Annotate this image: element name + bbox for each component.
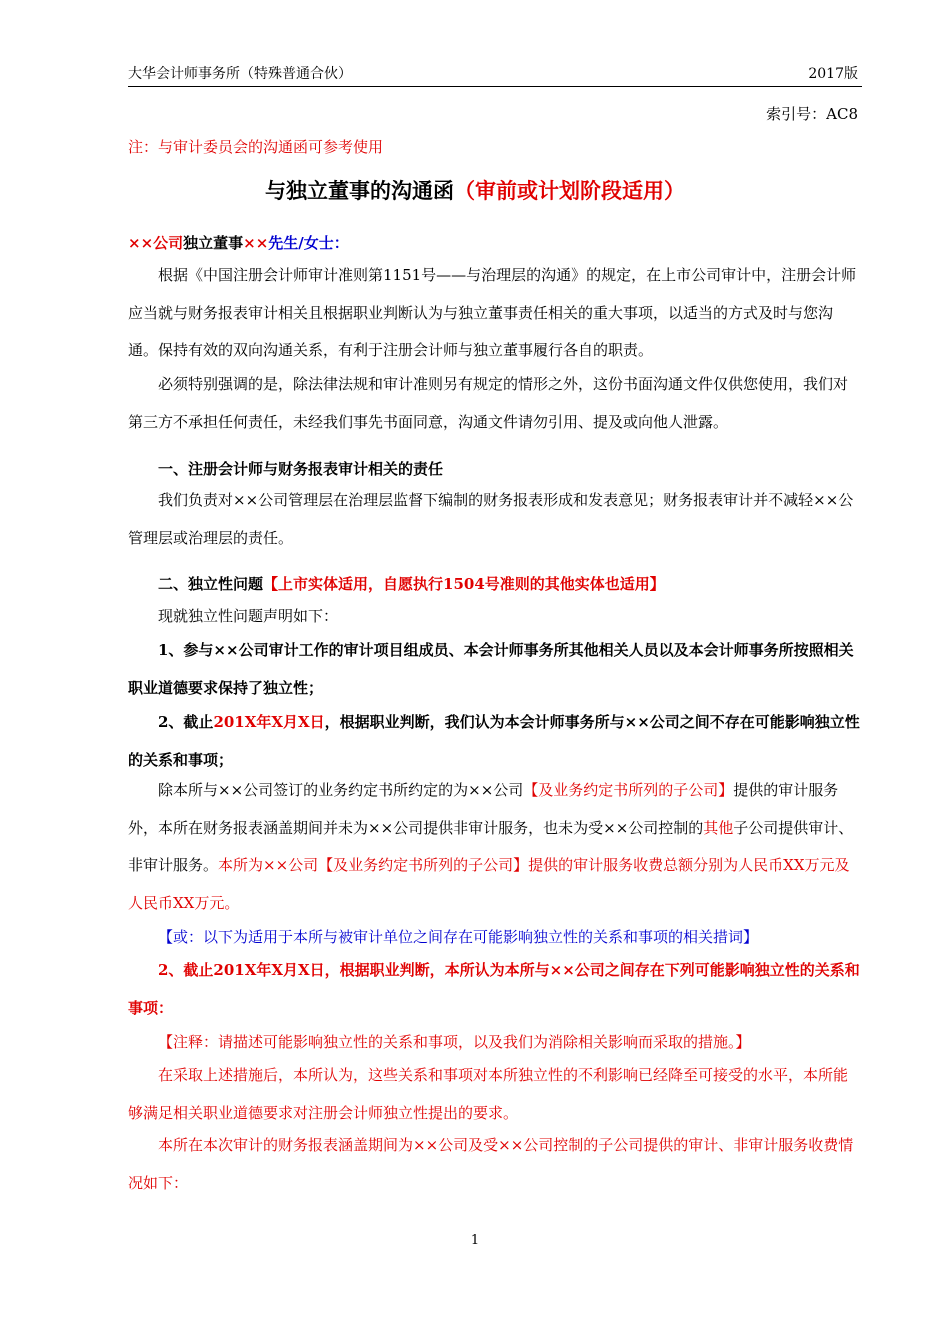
services-part-d: 其他 [703,818,734,837]
fees-paragraph: 本所在本次审计的财务报表涵盖期间为××公司及受××公司控制的子公司提供的审计、非审计服务收费情况如下： [128,1136,854,1192]
services-part-b: 【及业务约定书所列的子公司】 [523,781,734,799]
section1-heading: 一、注册会计师与财务报表审计相关的责任 [158,460,444,478]
services-paragraph [128,772,862,922]
salutation-role: 独立董事 [183,234,244,252]
services-part-e: 子公司提供审计、非审计服务。 [128,818,854,874]
salutation-suffix: 先生/女士： [268,234,349,252]
independence-item-1: 1、参与××公司审计工作的审计项目组成员、本会计师事务所其他相关人员以及本会计师事务所按照相关职业道德要求保持了独立性； [128,641,854,697]
page-header [128,64,862,87]
services-part-c: 提供的审计服务外，本所在财务报表涵盖期间并未为××公司提供非审计服务，也未为受××公司控制的 [128,781,839,837]
measures-paragraph: 在采取上述措施后，本所认为，这些关系和事项对本所独立性的不利影响已经降至可接受的水平，本所能够满足相关职业道德要求对注册会计师独立性提出的要求。 [128,1066,849,1122]
usage-note: 注：与审计委员会的沟通函可参考使用 [128,138,384,156]
firm-name: 大华会计师事务所（特殊普通合伙） [128,66,352,82]
explanation-note: 【注释：请描述可能影响独立性的关系和事项，以及我们为消除相关影响而采取的措施。】 [158,1033,751,1051]
alternative-item-2: 2、截止201X年X月X日，根据职业判断，本所认为本所与××公司之间存在下列可能影响独立性的关系和事项： [128,961,860,1017]
alternative-note: 【或：以下为适用于本所与被审计单位之间存在可能影响独立性的关系和事项的相关措词】 [158,928,759,946]
page-number: 1 [470,1233,480,1248]
section1-body: 我们负责对××公司管理层在治理层监督下编制的财务报表形成和发表意见；财务报表审计并不减轻××公管理层或治理层的责任。 [128,491,854,547]
independence-item-2 [128,704,862,779]
section2-heading-text: 二、独立性问题 [158,575,264,593]
paragraph-disclaimer: 必须特别强调的是，除法律法规和审计准则另有规定的情形之外，这份书面沟通文件仅供您使用，我们对第三方不承担任何责任，未经我们事先书面同意，沟通文件请勿引用、提及或向他人泄露。 [128,375,849,431]
item2-prefix: 2、截止 [158,713,214,731]
title-subtitle: （审前或计划阶段适用） [454,178,685,203]
paragraph-intro: 根据《中国注册会计师审计准则第1151号——与治理层的沟通》的规定，在上市公司审计中，注册会计师应当就与财务报表审计相关且根据职业判断认为与独立董事责任相关的重大事项，以适当的方式及时与您沟通。保持有效的双向沟通关系，有利于注册会计师与独立董事履行各自的职责。 [128,266,857,359]
index-number: 索引号：AC8 [766,105,858,123]
item2-date: 201X年X月X日 [213,713,325,731]
salutation-name: ×× [243,234,269,252]
salutation-company: ××公司 [128,234,184,252]
services-part-a: 除本所与××公司签订的业务约定书所约定的为××公司 [158,781,524,799]
item2-body: ，根据职业判断，我们认为本会计师事务所与××公司之间不存在可能影响独立性的关系和事项； [128,713,860,769]
services-part-f: 本所为××公司【及业务约定书所列的子公司】提供的审计服务收费总额分别为人民币XX万元及人民币XX万元。 [128,856,850,912]
document-title [0,174,950,208]
title-main: 与独立董事的沟通函 [265,178,454,203]
version-label: 2017版 [808,66,858,82]
section2-intro: 现就独立性问题声明如下： [158,607,339,625]
section2-heading-note: 【上市实体适用，自愿执行1504号准则的其他实体也适用】 [263,575,665,593]
